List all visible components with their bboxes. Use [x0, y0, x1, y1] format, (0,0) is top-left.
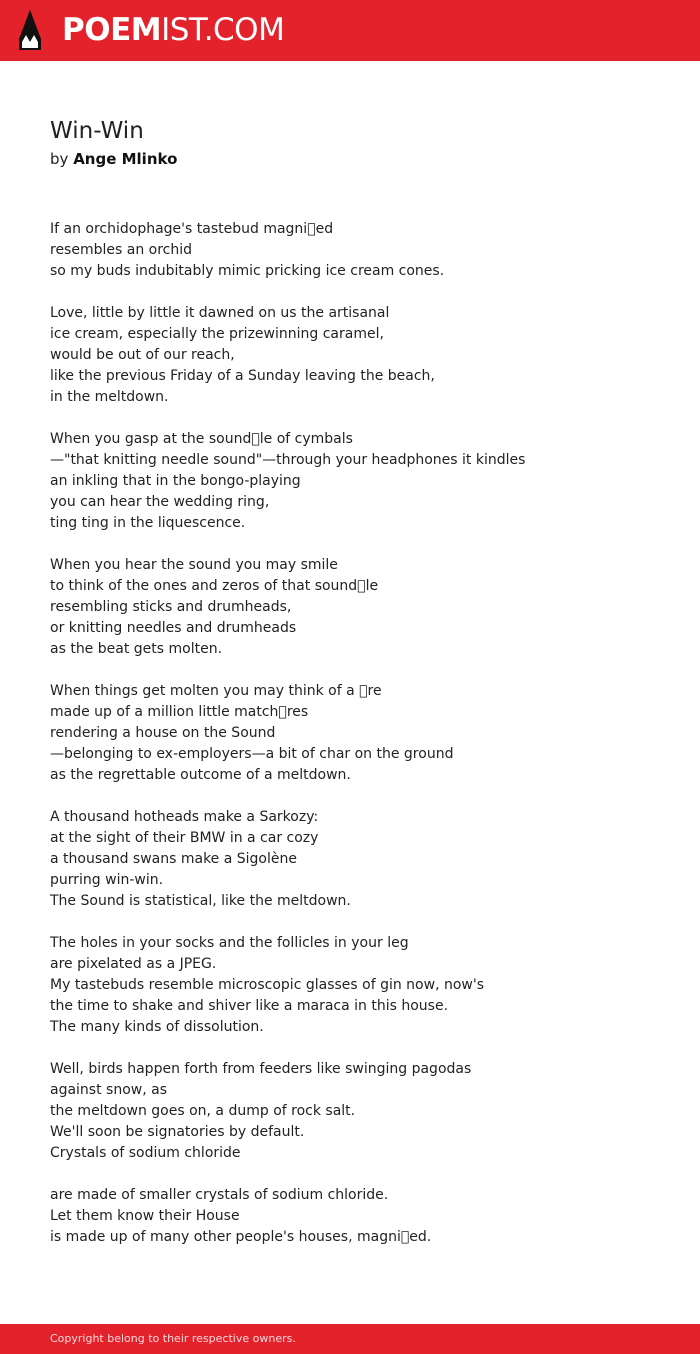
stanza	[50, 1059, 670, 1164]
stanza	[50, 1185, 670, 1248]
brand-bold-text: POEM	[62, 12, 162, 48]
stanza	[50, 933, 670, 1038]
poem-line: resembling sticks and drumheads,	[50, 599, 292, 615]
poem-line: are made of smaller crystals of sodium chloride.	[50, 1187, 389, 1203]
by-label: by	[50, 150, 69, 168]
poem-line: If an orchidophage's tastebud magni ed	[50, 221, 334, 237]
poem-title: Win-Win	[50, 118, 144, 144]
poem-line: ting ting in the liquescence.	[50, 515, 246, 531]
poem-line: Crystals of sodium chloride	[50, 1145, 241, 1161]
poem-line: a thousand swans make a Sigolène	[50, 851, 297, 867]
poem-line: like the previous Friday of a Sunday leaving the beach,	[50, 368, 435, 384]
brand-light-text: IST.COM	[161, 12, 285, 48]
poem-line: The Sound is statistical, like the meltdown.	[50, 893, 351, 909]
poem-line: When you gasp at the sound le of cymbals	[50, 431, 353, 447]
poem-line: or knitting needles and drumheads	[50, 620, 297, 636]
poem-line: —belonging to ex-employers—a bit of char on the ground	[50, 746, 454, 762]
poem-line: purring win-win.	[50, 872, 164, 888]
copyright-text: Copyright belong to their respective owners.	[50, 1332, 296, 1345]
poem-line: When things get molten you may think of a  re	[50, 683, 382, 699]
poem-line: When you hear the sound you may smile	[50, 557, 338, 573]
stanza	[50, 219, 670, 282]
poem-line: Love, little by little it dawned on us the artisanal	[50, 305, 390, 321]
poem-line: rendering a house on the Sound	[50, 725, 276, 741]
poem-line: We'll soon be signatories by default.	[50, 1124, 305, 1140]
stanza	[50, 303, 670, 408]
poem-body	[50, 219, 670, 1269]
poem-line: the meltdown goes on, a dump of rock salt.	[50, 1103, 356, 1119]
stanza	[50, 681, 670, 786]
poem-line: to think of the ones and zeros of that sound le	[50, 578, 379, 594]
poem-line: as the regrettable outcome of a meltdown.	[50, 767, 351, 783]
poem-line: would be out of our reach,	[50, 347, 235, 363]
poem-line: made up of a million little match res	[50, 704, 309, 720]
poem-line: an inkling that in the bongo-playing	[50, 473, 301, 489]
poem-line: you can hear the wedding ring,	[50, 494, 270, 510]
poem-line: ice cream, especially the prizewinning caramel,	[50, 326, 384, 342]
poem-line: are pixelated as a JPEG.	[50, 956, 217, 972]
author-name: Ange Mlinko	[73, 150, 178, 168]
poem-line: the time to shake and shiver like a maraca in this house.	[50, 998, 449, 1014]
poem-line: —"that knitting needle sound"—through your headphones it kindles	[50, 452, 526, 468]
stanza	[50, 555, 670, 660]
pencil-tip-icon[interactable]	[18, 9, 42, 51]
poem-line: resembles an orchid	[50, 242, 193, 258]
poem-line: against snow, as	[50, 1082, 167, 1098]
poem-line: as the beat gets molten.	[50, 641, 223, 657]
poem-line: Let them know their House	[50, 1208, 240, 1224]
poem-line: Well, birds happen forth from feeders like swinging pagodas	[50, 1061, 472, 1077]
stanza	[50, 429, 670, 534]
poem-line: The many kinds of dissolution.	[50, 1019, 264, 1035]
poem-line: A thousand hotheads make a Sarkozy:	[50, 809, 319, 825]
poem-line: so my buds indubitably mimic pricking ice cream cones.	[50, 263, 445, 279]
site-header	[0, 0, 700, 61]
poem-line: in the meltdown.	[50, 389, 169, 405]
stanza	[50, 807, 670, 912]
byline	[50, 149, 177, 169]
poem-line: My tastebuds resemble microscopic glasses of gin now, now's	[50, 977, 484, 993]
poem-line: The holes in your socks and the follicles in your leg	[50, 935, 409, 951]
site-logo-text[interactable]	[62, 12, 284, 48]
poem-line: is made up of many other people's houses, magni ed.	[50, 1229, 432, 1245]
poem-line: at the sight of their BMW in a car cozy	[50, 830, 319, 846]
site-footer	[0, 1324, 700, 1354]
